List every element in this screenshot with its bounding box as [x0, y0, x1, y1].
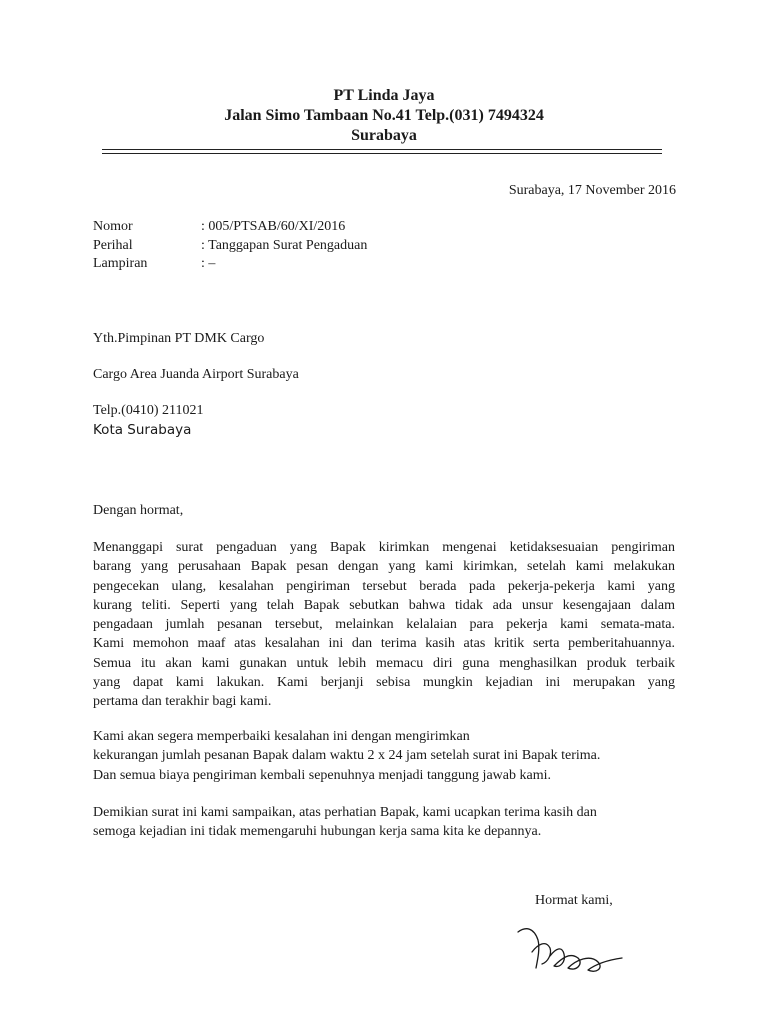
- salutation: Dengan hormat,: [93, 503, 184, 518]
- paragraph-3-line: Demikian surat ini kami sampaikan, atas perhatian Bapak, kami ucapkan terima kasih dan: [93, 805, 597, 820]
- perihal-value: : Tanggapan Surat Pengaduan: [201, 237, 368, 253]
- paragraph-1-line: Menanggapi surat pengaduan yang Bapak kirimkan mengenai ketidaksesuaian pengiriman: [93, 540, 675, 555]
- signature-icon: [512, 918, 632, 978]
- recipient-phone: Telp.(0410) 211021: [93, 403, 204, 418]
- company-address: Jalan Simo Tambaan No.41 Telp.(031) 7494324: [224, 107, 544, 124]
- paragraph-1-line: Kami memohon maaf atas kesalahan ini dan terima kasih atas kritik serta pemberitahuannya.: [93, 636, 675, 652]
- closing-text: Hormat kami,: [535, 893, 613, 908]
- paragraph-2-line: Dan semua biaya pengiriman kembali sepenuhnya menjadi tanggung jawab kami.: [93, 767, 551, 783]
- paragraph-3-line: semoga kejadian ini tidak memengaruhi hubungan kerja sama kita ke depannya.: [93, 824, 542, 840]
- paragraph-1-line: kurang teliti. Seperti yang telah Bapak sebutkan bahwa tidak ada unsur kesengajaan dalam: [93, 597, 675, 613]
- meta-row-lampiran: [93, 255, 367, 274]
- recipient-city: Kota Surabaya: [93, 422, 192, 438]
- paragraph-1-line: pengecekan ulang, kesalahan pengiriman tersebut berada pada pekerja-pekerja kami yang: [93, 578, 675, 594]
- paragraph-1-line: Semua itu akan kami gunakan untuk lebih memacu diri guna menghasilkan produk terbaik: [93, 655, 675, 671]
- meta-row-nomor: [93, 218, 367, 237]
- meta-row-perihal: [93, 237, 367, 256]
- lampiran-value: : –: [201, 256, 216, 271]
- paragraph-1-line: pengadaan jumlah pesanan tersebut, melainkan kelalaian para pekerja kami semata-mata.: [93, 617, 675, 633]
- lampiran-label: Lampiran: [93, 256, 148, 271]
- nomor-value: : 005/PTSAB/60/XI/2016: [201, 219, 346, 234]
- recipient-name: Yth.Pimpinan PT DMK Cargo: [93, 331, 265, 346]
- letterhead: [0, 86, 768, 146]
- company-name: PT Linda Jaya: [333, 87, 435, 104]
- paragraph-2: [93, 727, 675, 785]
- nomor-label: Nomor: [93, 219, 133, 234]
- company-city: Surabaya: [351, 127, 417, 144]
- letter-date: Surabaya, 17 November 2016: [508, 183, 676, 198]
- paragraph-1: [93, 538, 675, 712]
- perihal-label: Perihal: [93, 237, 133, 253]
- paragraph-1-line: pertama dan terakhir bagi kami.: [93, 694, 272, 710]
- letter-meta: [93, 218, 367, 274]
- paragraph-3: [93, 803, 675, 842]
- letterhead-divider: [102, 149, 662, 154]
- paragraph-1-line: yang dapat kami lakukan. Kami berjanji sebisa mungkin kejadian ini merupakan yang: [93, 675, 675, 691]
- paragraph-2-line: kekurangan jumlah pesanan Bapak dalam waktu 2 x 24 jam setelah surat ini Bapak terima.: [93, 748, 601, 764]
- recipient-address: Cargo Area Juanda Airport Surabaya: [93, 367, 299, 382]
- paragraph-1-line: barang yang perusahaan Bapak pesan dengan yang kami kirimkan, setelah kami melakukan: [93, 559, 675, 575]
- paragraph-2-line: Kami akan segera memperbaiki kesalahan ini dengan mengirimkan: [93, 729, 470, 744]
